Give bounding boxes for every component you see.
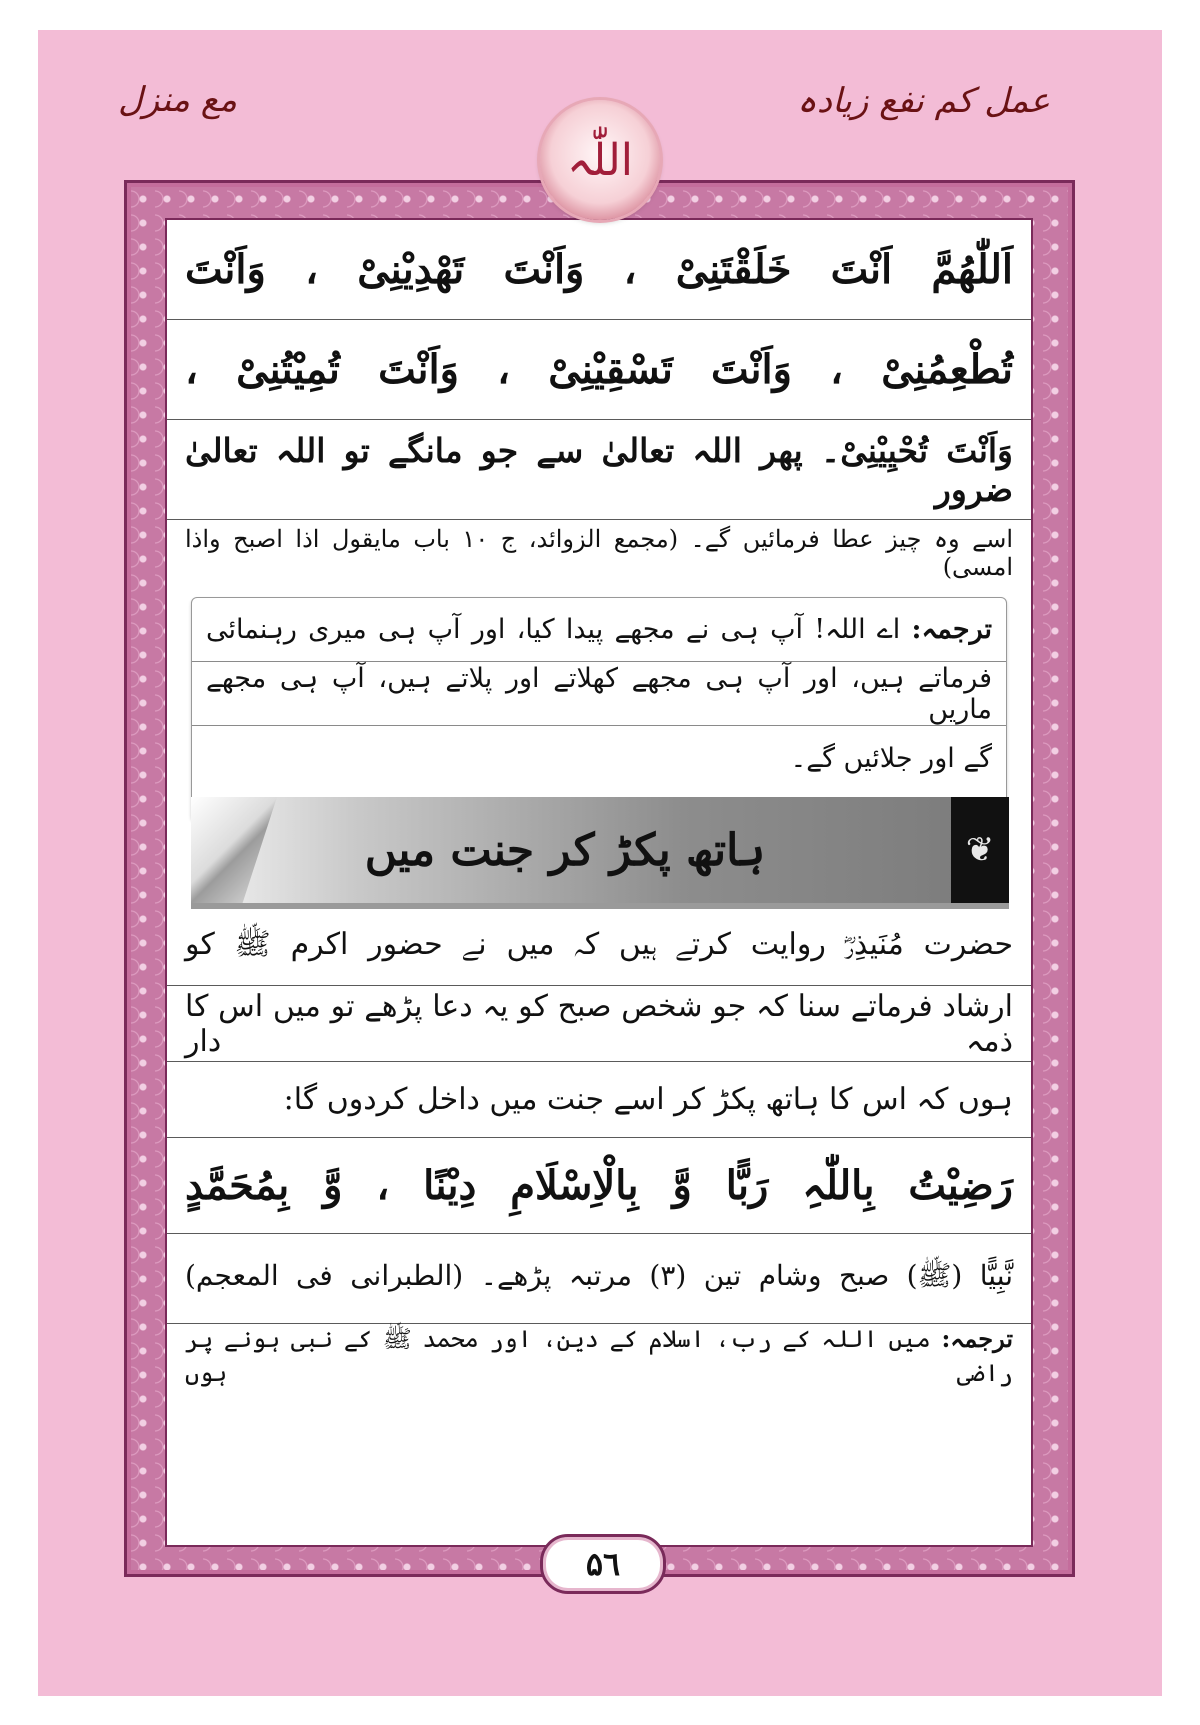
header-left-title: مع منزل [118, 80, 238, 120]
body-line-2: ارشاد فرماتے سنا کہ جو شخص صبح کو یہ دعا پڑھے تو میں اس کا ذمہ دار [167, 986, 1031, 1062]
body-line-1: حضرت مُنَیذِرؓ روایت کرتے ہیں کہ میں نے حضور اکرم ﷺ کو [167, 910, 1031, 986]
allah-medallion: اللّٰہ [540, 100, 660, 220]
section-title: ہاتھ پکڑ کر جنت میں [364, 824, 766, 876]
arabic-line-2: تُطْعِمُنِیْ ، وَاَنْتَ تَسْقِیْنِیْ ، وَاَنْتَ تُمِیْتُنِیْ ، [167, 320, 1031, 420]
content-panel [165, 218, 1033, 1547]
translation-2-label: ترجمہ: [941, 1323, 1013, 1353]
translation-1-line-3: گے اور جلائیں گے۔ [790, 742, 992, 774]
arabic-line-3: وَاَنْتَ تُحْیِیْنِیْ۔ پھر اللہ تعالیٰ سے جو مانگے تو اللہ تعالیٰ ضرور [167, 420, 1031, 520]
translation-label: ترجمہ: [911, 614, 992, 645]
header-right-title: عمل کم نفع زیادہ [797, 81, 1050, 121]
translation-box-1 [191, 597, 1007, 821]
page-number: ۵٦ [540, 1534, 666, 1594]
urdu-line-4: اسے وہ چیز عطا فرمائیں گے۔ (مجمع الزوائد، ج ۱۰ باب مایقول اذا اصبح واذا امسی) [185, 525, 1013, 581]
dua-line-2: نَّبِیًّا (ﷺ) صبح وشام تین (۳) مرتبہ پڑھے۔ (الطبرانی فی المعجم) [167, 1234, 1031, 1324]
floral-emblem-icon: ❦ [951, 797, 1009, 903]
translation-1-line-2: فرماتے ہیں، اور آپ ہی مجھے کھلاتے اور پلاتے ہیں، آپ ہی مجھے ماریں [192, 662, 1006, 726]
section-banner [191, 797, 1009, 909]
arabic-line-1: اَللّٰھُمَّ اَنْتَ خَلَقْتَنِیْ ، وَاَنْتَ تَھْدِیْنِیْ ، وَاَنْتَ [167, 220, 1031, 320]
translation-1-line-1: ترجمہ: اے اللہ! آپ ہی نے مجھے پیدا کیا، اور آپ ہی میری رہنمائی [192, 598, 1006, 662]
translation-2: ترجمہ: میں اللہ کے رب، اسلام کے دین، اور محمد ﷺ کے نبی ہونے پر راضی ہوں [185, 1323, 1013, 1387]
body-line-3: ہوں کہ اس کا ہاتھ پکڑ کر اسے جنت میں داخل کردوں گا: [167, 1062, 1031, 1138]
dua-line-1: رَضِیْتُ بِاللّٰہِ رَبًّا وَّ بِالْاِسْلَامِ دِیْنًا ، وَّ بِمُحَمَّدٍ [167, 1138, 1031, 1234]
